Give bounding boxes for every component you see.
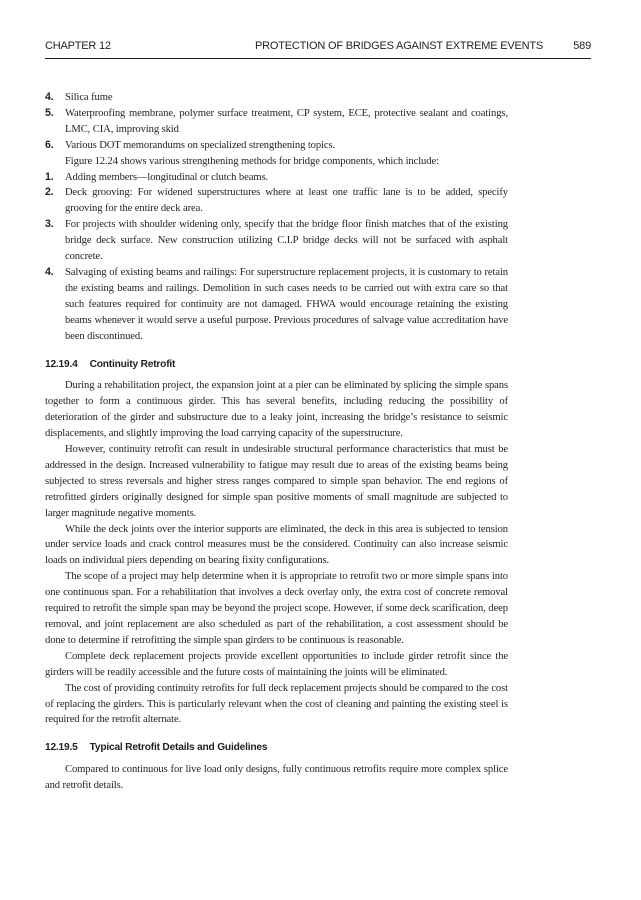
list-number: 4. [45, 91, 54, 103]
section-heading-continuity-retrofit [45, 357, 508, 373]
list-materials [45, 90, 508, 154]
page-number: 589 [573, 40, 591, 52]
chapter-label: CHAPTER 12 [45, 40, 111, 52]
list-strengthening-methods [45, 170, 508, 345]
section-number: 12.19.5 [45, 742, 78, 754]
paragraph: Compared to continuous for live load only designs, fully continuous retrofits require more complex splice and retrofit details. [45, 764, 508, 792]
paragraph: However, continuity retrofit can result in undesirable structural performance characteristics that must be addressed in the design. Increased vulnerability to fatigue may result due to areas of the existing beams being subjected to stress reversals and higher stress ranges compared to simple span behavior. The end regions of retrofitted girders originally designed for simple span positive moments of small magnitude are subjected to larger magnitude negative moments. [45, 444, 508, 519]
header-rule [45, 58, 591, 59]
list-item [45, 170, 508, 186]
intro-paragraph: Figure 12.24 shows various strengthening methods for bridge components, which include: [65, 155, 439, 167]
list-text: For projects with shoulder widening only, specify that the bridge floor finish matches that of the existing bridge deck surface. New construction utilizing C.I.P bridge decks will not be surfaced with asphalt concrete. [65, 219, 508, 263]
list-number: 5. [45, 106, 54, 119]
section-heading-retrofit-details [45, 740, 508, 756]
list-text: Waterproofing membrane, polymer surface treatment, CP system, ECE, protective sealant and coatings, LMC, CIA, improving skid [65, 107, 508, 135]
section-title: Continuity Retrofit [89, 358, 176, 370]
list-number: 6. [45, 138, 54, 151]
list-number: 3. [45, 218, 54, 231]
paragraph: Complete deck replacement projects provide excellent opportunities to include girder retrofit since the girders will be readily accessible and the future costs of maintaining the joints will be eliminated. [45, 650, 508, 678]
list-text: Silica fume [65, 92, 113, 103]
list-item [45, 265, 508, 345]
list-item [45, 138, 508, 154]
list-number: 1. [45, 170, 54, 183]
list-item [45, 217, 508, 265]
list-text: Salvaging of existing beams and railings: For superstructure replacement projects, it is customary to retain the existing beams and railings. Demolition in such cases needs to be carried out with extra care so that such features required for continuity are not damaged. FHWA would encourage retaining the existing beams whenever it would serve a useful purpose. Previous procedures of salvage value accreditation have been discontinued. [65, 266, 508, 342]
list-item [45, 90, 508, 106]
list-text: Deck grooving: For widened superstructures where at least one traffic lane is to be added, specify grooving for the entire deck area. [65, 187, 508, 215]
running-title: PROTECTION OF BRIDGES AGAINST EXTREME EVENTS [255, 40, 544, 52]
list-item [45, 185, 508, 217]
section-title: Typical Retrofit Details and Guidelines [89, 742, 268, 754]
paragraph: The scope of a project may help determine when it is appropriate to retrofit two or more simple spans into one continuous span. For a rehabilitation that involves a deck overlay only, the extra cost of concrete removal required to retrofit the simple span may be beyond the project scope. However, if some deck scarification, deep removal, and joint replacement are also scheduled as part of the rehabilitation, a cost assessment should be done to determine if retrofitting the simple span girders to be continuous is reasonable. [45, 571, 508, 646]
section-number: 12.19.4 [45, 358, 78, 370]
paragraph: During a rehabilitation project, the expansion joint at a pier can be eliminated by splicing the simple spans together to form a continuous girder. This has several benefits, including reducing the possibility of deterioration of the girder and substructure due to a leaky joint, increasing the bridge’s resistance to seismic displacements, and slightly improving the load carrying capacity of the superstructure. [45, 380, 508, 440]
list-number: 2. [45, 186, 54, 199]
body-text [45, 90, 508, 794]
list-text: Various DOT memorandums on specialized strengthening topics. [65, 139, 336, 151]
list-text: Adding members—longitudinal or clutch beams. [65, 171, 269, 183]
running-header [45, 40, 591, 56]
list-number: 4. [45, 265, 54, 278]
paragraph: The cost of providing continuity retrofits for full deck replacement projects should be compared to the cost of replacing the girders. This is particularly relevant when the cost of cleaning and painting the existing steel is required for the retrofit alternate. [45, 682, 508, 726]
paragraph: While the deck joints over the interior supports are eliminated, the deck in this area is subjected to tension under service loads and crack control measures must be the considered. Continuity can also increase seismic loads on individual piers depending on bearing fixity configurations. [45, 523, 508, 567]
list-item [45, 106, 508, 138]
